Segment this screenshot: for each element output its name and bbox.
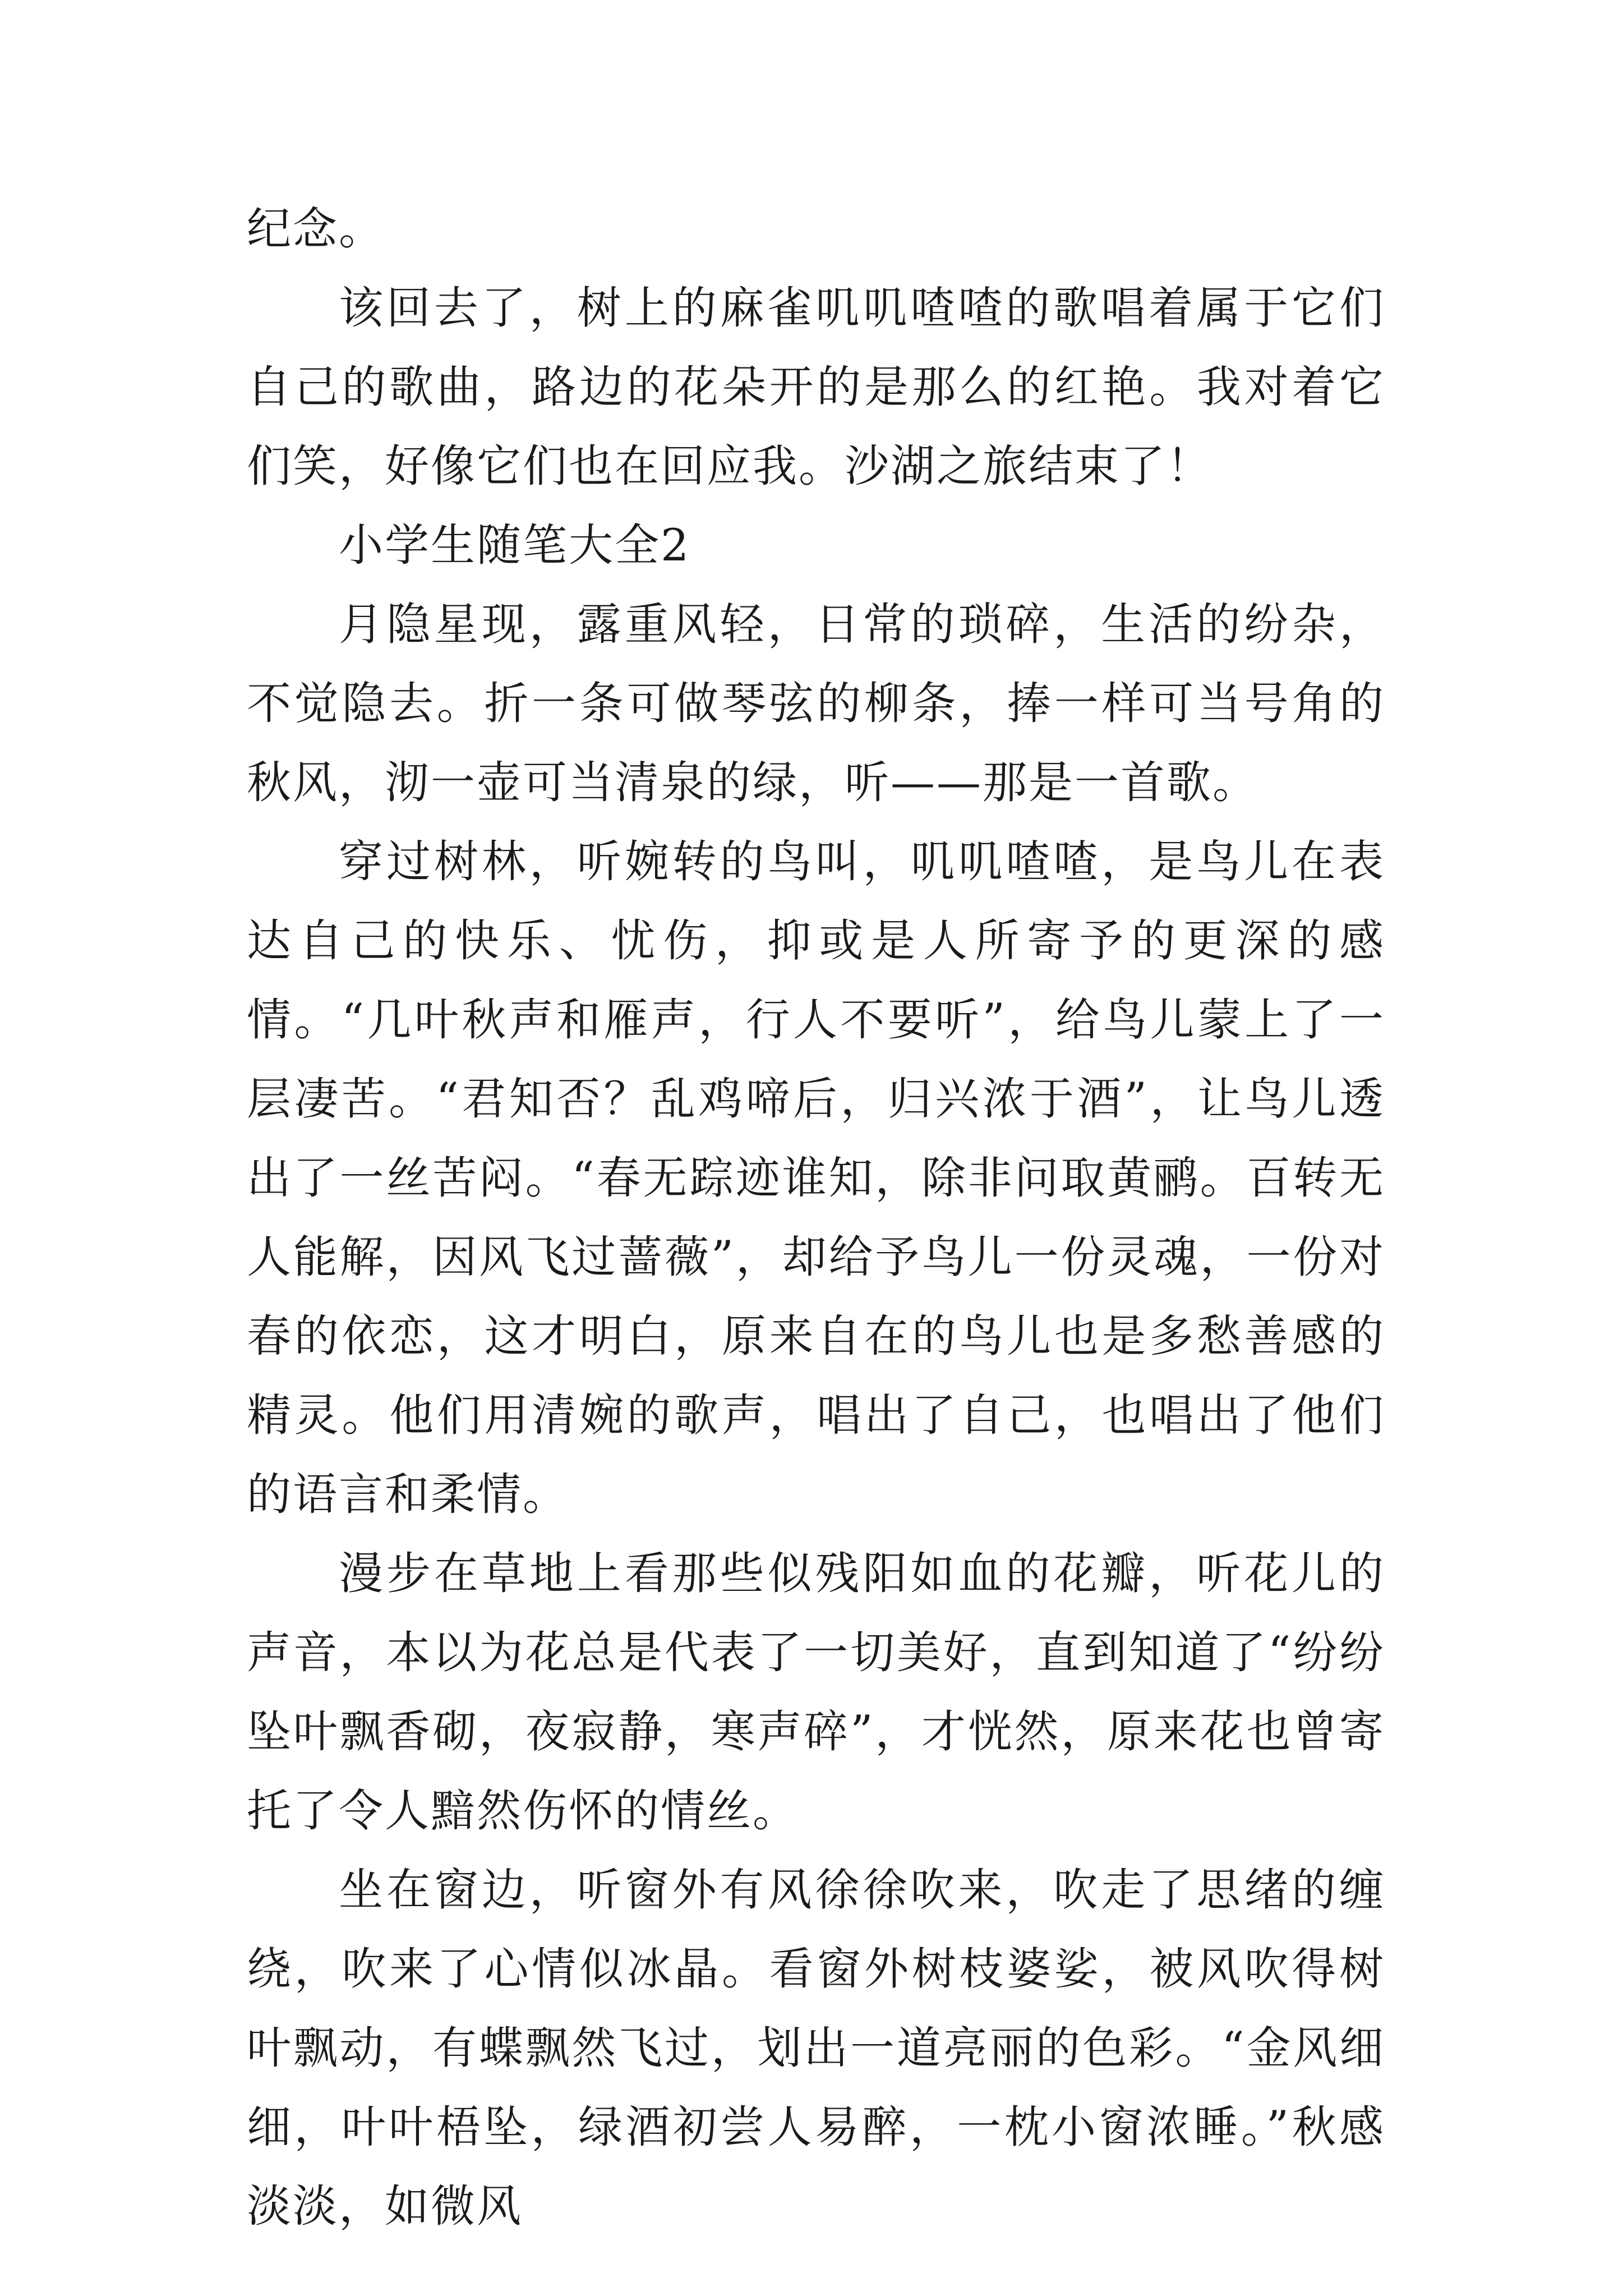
paragraph: 纪念。 (247, 203, 385, 255)
paragraph: 坐在窗边，听窗外有风徐徐吹来，吹走了思绪的缠绕，吹来了心情似冰晶。看窗外树枝婆娑，被风吹得树叶飘动，有蝶飘然飞过，划出一道亮丽的色彩。“金风细细，叶叶梧坠，绿酒初尝人易醉，一枕小窗浓睡。”秋感淡淡，如微风 (247, 1864, 1385, 2232)
document-body (247, 190, 1385, 2246)
paragraph: 穿过树林，听婉转的鸟叫，叽叽喳喳，是鸟儿在表达自己的快乐、忧伤，抑或是人所寄予的更深的感情。“几叶秋声和雁声，行人不要听”，给鸟儿蒙上了一层凄苦。“君知否？乱鸡啼后，归兴浓于酒”，让鸟儿透出了一丝苦闷。“春无踪迹谁知，除非问取黄鹂。百转无人能解，因风飞过蔷薇”，却给予鸟儿一份灵魂，一份对春的依恋，这才明白，原来自在的鸟儿也是多愁善感的精灵。他们用清婉的歌声，唱出了自己，也唱出了他们的语言和柔情。 (247, 836, 1385, 1520)
paragraph: 月隐星现，露重风轻，日常的琐碎，生活的纷杂，不觉隐去。折一条可做琴弦的柳条，捧一样可当号角的秋风，沏一壶可当清泉的绿，听——那是一首歌。 (247, 599, 1385, 808)
paragraph: 漫步在草地上看那些似残阳如血的花瓣，听花儿的声音，本以为花总是代表了一切美好，直到知道了“纷纷坠叶飘香砌，夜寂静，寒声碎”，才恍然，原来花也曾寄托了令人黯然伤怀的情丝。 (247, 1548, 1385, 1837)
section-heading: 小学生随笔大全2 (339, 519, 691, 571)
paragraph: 该回去了，树上的麻雀叽叽喳喳的歌唱着属于它们自己的歌曲，路边的花朵开的是那么的红艳。我对着它们笑，好像它们也在回应我。沙湖之旅结束了！ (247, 282, 1385, 492)
